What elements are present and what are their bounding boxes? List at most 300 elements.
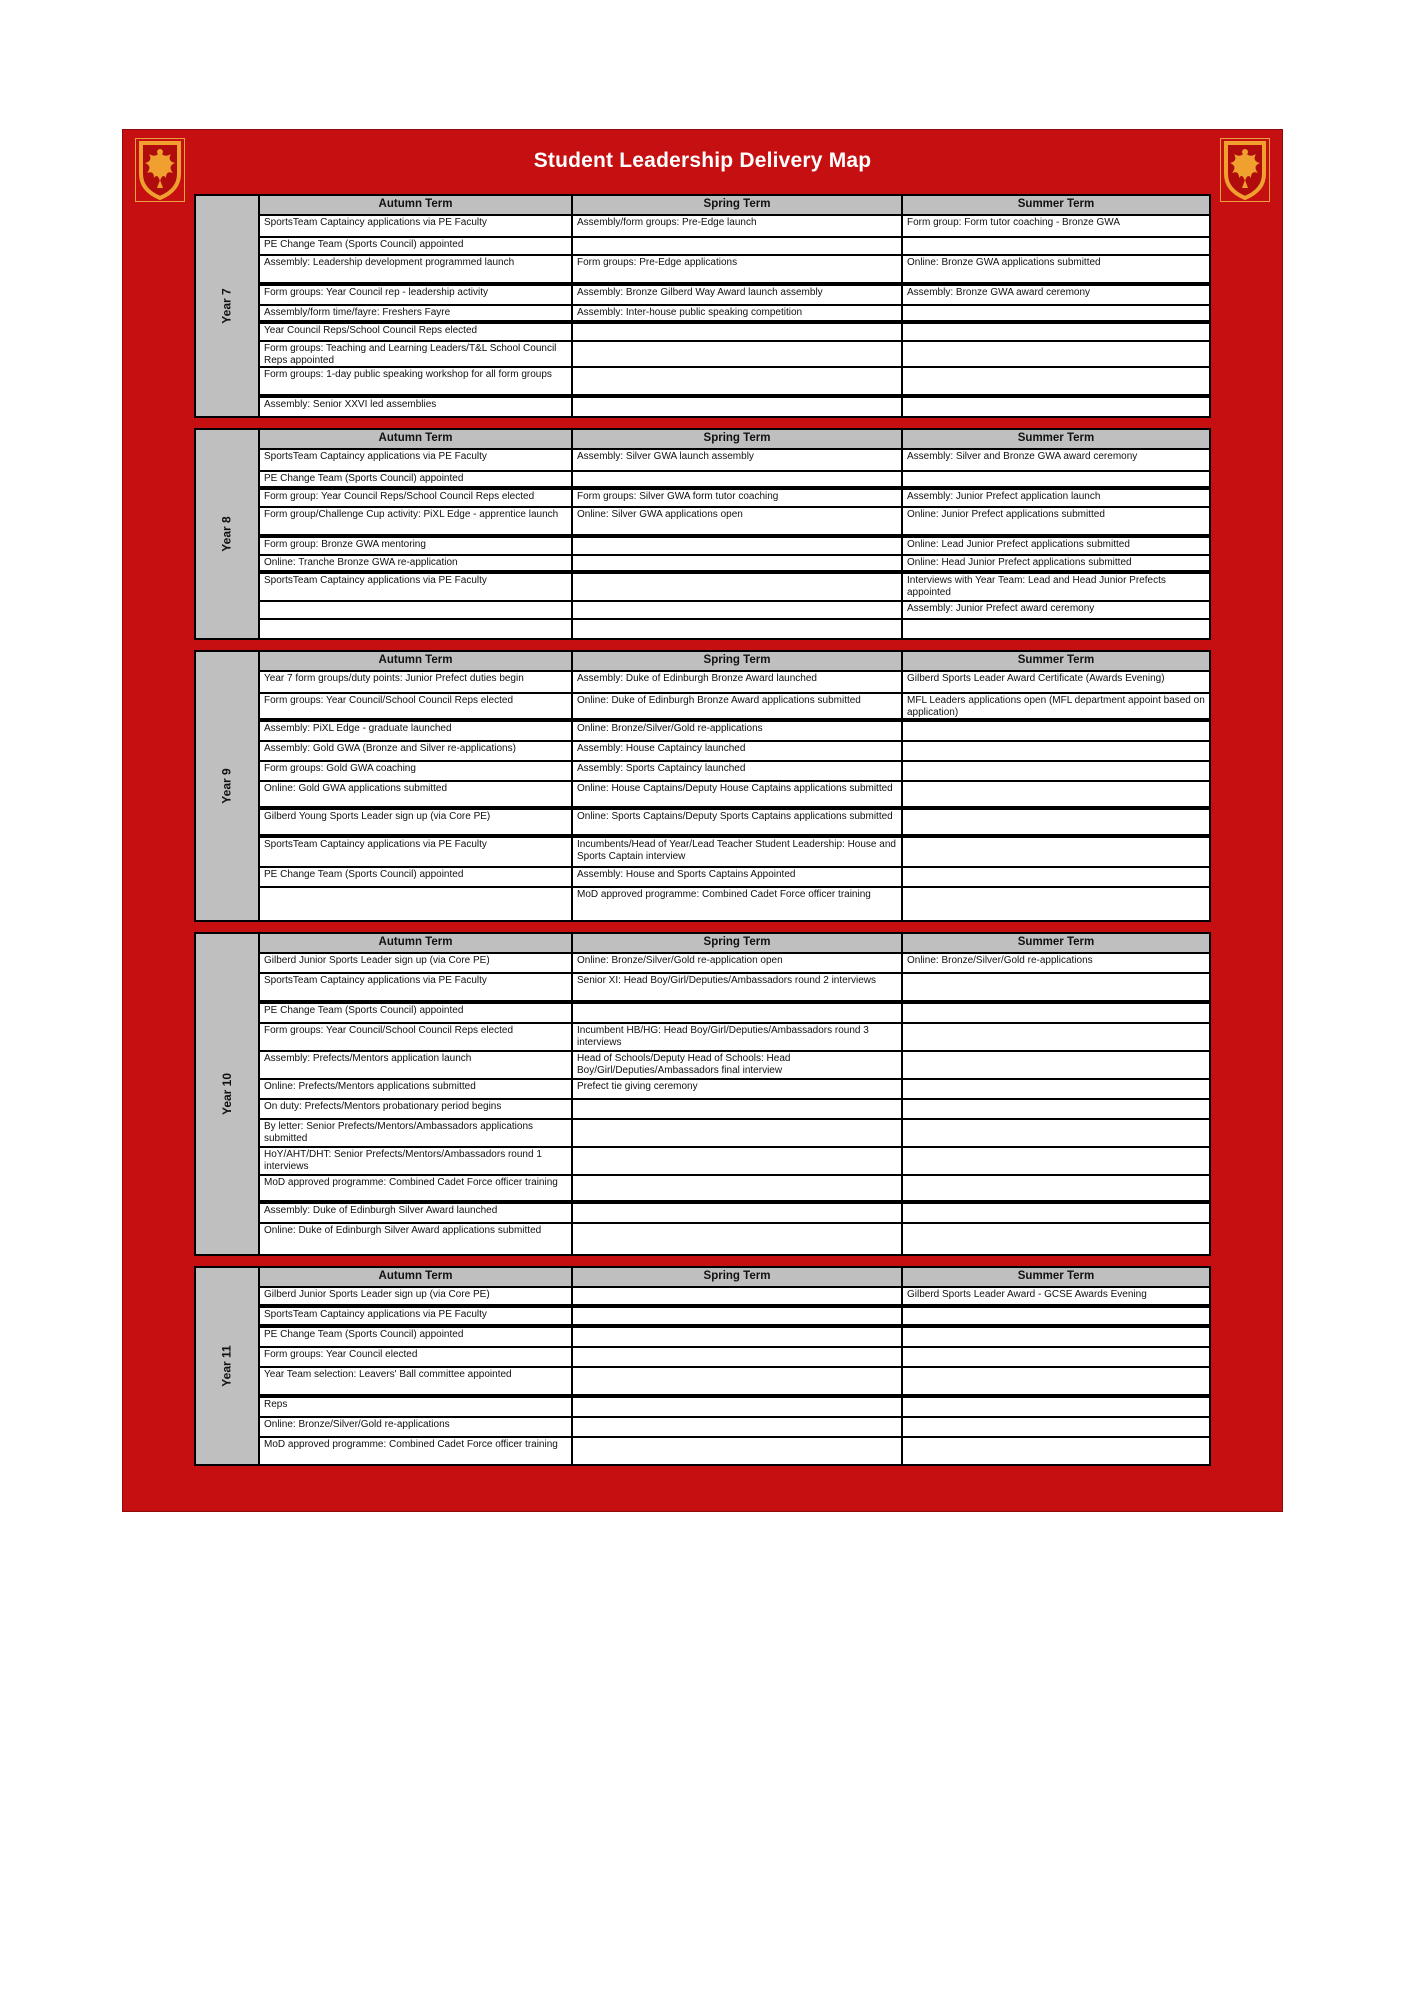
cell-autumn	[260, 256, 573, 286]
cell-autumn	[260, 1148, 573, 1176]
cell-autumn	[260, 490, 573, 508]
cell-autumn	[260, 782, 573, 810]
table-row	[260, 694, 1209, 722]
cell-text: Gilberd Sports Leader Award - GCSE Awards Evening	[907, 1289, 1147, 1300]
term-header: Summer Term	[903, 1268, 1209, 1288]
cell-spring	[573, 1224, 903, 1254]
cell-summer	[903, 694, 1209, 722]
cell-autumn	[260, 694, 573, 722]
cell-autumn	[260, 324, 573, 342]
cell-text: Online: Sports Captains/Deputy Sports Captains applications submitted	[577, 811, 893, 822]
cell-text: Online: Bronze/Silver/Gold re-applications	[907, 955, 1093, 966]
table-row	[260, 1308, 1209, 1328]
cell-text: Assembly: Sports Captaincy launched	[577, 763, 746, 774]
cell-text: Online: Tranche Bronze GWA re-application	[264, 557, 458, 568]
cell-text: PE Change Team (Sports Council) appointed	[264, 869, 464, 880]
cell-autumn	[260, 1120, 573, 1148]
cell-spring	[573, 694, 903, 722]
cell-text: Incumbents/Head of Year/Lead Teacher Student Leadership: House and Sports Captain interview	[577, 839, 896, 862]
red-canvas	[122, 129, 1283, 1512]
cell-summer	[903, 1398, 1209, 1418]
cell-spring	[573, 324, 903, 342]
page-title: Student Leadership Delivery Map	[533, 149, 872, 172]
cell-text: Online: Lead Junior Prefect applications submitted	[907, 539, 1130, 550]
term-header: Spring Term	[573, 1268, 903, 1288]
cell-summer	[903, 1438, 1209, 1464]
cell-spring	[573, 974, 903, 1004]
cell-text: SportsTeam Captaincy applications via PE Faculty	[264, 451, 487, 462]
cell-summer	[903, 1348, 1209, 1368]
cell-autumn	[260, 1024, 573, 1052]
cell-text: Assembly: House Captaincy launched	[577, 743, 746, 754]
cell-spring	[573, 1120, 903, 1148]
table-row	[260, 888, 1209, 920]
cell-text: Assembly/form time/fayre: Freshers Fayre	[264, 307, 451, 318]
term-header-row	[260, 1268, 1209, 1288]
cell-text: Assembly: Duke of Edinburgh Silver Award launched	[264, 1205, 498, 1216]
table-row	[260, 450, 1209, 472]
table-row	[260, 1438, 1209, 1464]
cell-autumn	[260, 1328, 573, 1348]
cell-summer	[903, 672, 1209, 694]
cell-summer	[903, 602, 1209, 620]
cell-autumn	[260, 1418, 573, 1438]
cell-text: Interviews with Year Team: Lead and Head Junior Prefects appointed	[907, 575, 1166, 598]
table-row	[260, 1418, 1209, 1438]
cell-spring	[573, 342, 903, 368]
term-header: Autumn Term	[260, 934, 573, 954]
cell-text: Assembly: Prefects/Mentors application launch	[264, 1053, 472, 1064]
table-row	[260, 398, 1209, 416]
year-section	[194, 932, 1211, 1256]
cell-text: Year 7 form groups/duty points: Junior Prefect duties begin	[264, 673, 524, 684]
cell-text: Assembly: Silver and Bronze GWA award ceremony	[907, 451, 1138, 462]
cell-autumn	[260, 762, 573, 782]
table-row	[260, 1288, 1209, 1308]
table-row	[260, 508, 1209, 538]
cell-summer	[903, 888, 1209, 920]
cell-text: Form group: Bronze GWA mentoring	[264, 539, 426, 550]
term-header: Spring Term	[573, 934, 903, 954]
cell-autumn	[260, 810, 573, 838]
cell-text: Assembly: Silver GWA launch assembly	[577, 451, 754, 462]
cell-summer	[903, 1004, 1209, 1024]
table-row	[260, 306, 1209, 324]
table-row	[260, 810, 1209, 838]
cell-text: Head of Schools/Deputy Head of Schools: Head Boy/Girl/Deputies/Ambassadors final interview	[577, 1053, 791, 1076]
table-row	[260, 672, 1209, 694]
cell-autumn	[260, 1438, 573, 1464]
cell-text: Online: Prefects/Mentors applications submitted	[264, 1081, 476, 1092]
cell-spring	[573, 256, 903, 286]
cell-autumn	[260, 574, 573, 602]
cell-summer	[903, 868, 1209, 888]
table-row	[260, 1204, 1209, 1224]
year-label-text: Year 11	[219, 1345, 234, 1387]
cell-text: SportsTeam Captaincy applications via PE Faculty	[264, 217, 487, 228]
cell-summer	[903, 620, 1209, 638]
cell-summer	[903, 556, 1209, 574]
cell-autumn	[260, 1176, 573, 1204]
cell-autumn	[260, 672, 573, 694]
cell-summer	[903, 256, 1209, 286]
table-row	[260, 722, 1209, 742]
cell-text: Form group: Year Council Reps/School Council Reps elected	[264, 491, 535, 502]
cell-summer	[903, 324, 1209, 342]
cell-autumn	[260, 342, 573, 368]
cell-text: Assembly: Senior XXVI led assemblies	[264, 399, 437, 410]
cell-summer	[903, 508, 1209, 538]
term-header-row	[260, 430, 1209, 450]
cell-autumn	[260, 620, 573, 638]
cell-spring	[573, 556, 903, 574]
cell-spring	[573, 722, 903, 742]
table-row	[260, 1176, 1209, 1204]
cell-text: Gilberd Young Sports Leader sign up (via Core PE)	[264, 811, 491, 822]
cell-summer	[903, 238, 1209, 256]
table-row	[260, 556, 1209, 574]
cell-spring	[573, 1308, 903, 1328]
cell-spring	[573, 286, 903, 306]
cell-text: By letter: Senior Prefects/Mentors/Ambassadors applications submitted	[264, 1121, 534, 1144]
table-row	[260, 1052, 1209, 1080]
cell-text: Form group: Form tutor coaching - Bronze GWA	[907, 217, 1121, 228]
cell-text: Form groups: Silver GWA form tutor coaching	[577, 491, 779, 502]
cell-autumn	[260, 216, 573, 238]
cell-text: PE Change Team (Sports Council) appointed	[264, 1005, 464, 1016]
table-row	[260, 1398, 1209, 1418]
cell-text: Form groups: Year Council elected	[264, 1349, 418, 1360]
year-section	[194, 1266, 1211, 1466]
cell-text: Online: House Captains/Deputy House Captains applications submitted	[577, 783, 893, 794]
cell-text: Online: Bronze/Silver/Gold re-applications	[264, 1419, 450, 1430]
table-row	[260, 742, 1209, 762]
term-header: Summer Term	[903, 196, 1209, 216]
cell-text: Incumbent HB/HG: Head Boy/Girl/Deputies/Ambassadors round 3 interviews	[577, 1025, 869, 1048]
cell-summer	[903, 450, 1209, 472]
cell-autumn	[260, 1348, 573, 1368]
cell-text: Assembly/form groups: Pre-Edge launch	[577, 217, 757, 228]
cell-summer	[903, 1224, 1209, 1254]
term-header: Autumn Term	[260, 1268, 573, 1288]
cell-spring	[573, 238, 903, 256]
year-label-text: Year 10	[219, 1072, 234, 1116]
cell-autumn	[260, 1308, 573, 1328]
table-row	[260, 342, 1209, 368]
cell-text: Gilberd Junior Sports Leader sign up (via Core PE)	[264, 1289, 490, 1300]
cell-summer	[903, 1148, 1209, 1176]
cell-spring	[573, 1438, 903, 1464]
cell-autumn	[260, 306, 573, 324]
cell-spring	[573, 1148, 903, 1176]
cell-autumn	[260, 868, 573, 888]
cell-spring	[573, 1348, 903, 1368]
cell-text: Gilberd Sports Leader Award Certificate (Awards Evening)	[907, 673, 1165, 684]
term-header-row	[260, 934, 1209, 954]
term-header: Spring Term	[573, 430, 903, 450]
cell-spring	[573, 1328, 903, 1348]
cell-text: Assembly: Gold GWA (Bronze and Silver re-applications)	[264, 743, 516, 754]
table-row	[260, 762, 1209, 782]
cell-summer	[903, 742, 1209, 762]
cell-spring	[573, 398, 903, 416]
cell-summer	[903, 810, 1209, 838]
cell-spring	[573, 508, 903, 538]
cell-text: Online: Head Junior Prefect applications submitted	[907, 557, 1132, 568]
cell-summer	[903, 1024, 1209, 1052]
table-row	[260, 256, 1209, 286]
term-header: Autumn Term	[260, 196, 573, 216]
cell-autumn	[260, 742, 573, 762]
cell-text: Assembly: Inter-house public speaking competition	[577, 307, 803, 318]
cell-text: Online: Bronze/Silver/Gold re-applications	[577, 723, 763, 734]
table-row	[260, 368, 1209, 398]
cell-spring	[573, 1176, 903, 1204]
cell-summer	[903, 1204, 1209, 1224]
cell-spring	[573, 888, 903, 920]
cell-text: Online: Bronze/Silver/Gold re-application open	[577, 955, 783, 966]
term-header-row	[260, 652, 1209, 672]
cell-summer	[903, 1328, 1209, 1348]
cell-text: Assembly: PiXL Edge - graduate launched	[264, 723, 452, 734]
cell-text: Assembly: Junior Prefect application launch	[907, 491, 1101, 502]
cell-spring	[573, 868, 903, 888]
table-row	[260, 216, 1209, 238]
cell-text: Form groups: Teaching and Learning Leaders/T&L School Council Reps appointed	[264, 343, 557, 366]
cell-autumn	[260, 1004, 573, 1024]
cell-text: Form groups: Year Council/School Council Reps elected	[264, 695, 514, 706]
cell-spring	[573, 954, 903, 974]
cell-spring	[573, 672, 903, 694]
cell-spring	[573, 1080, 903, 1100]
cell-text: Assembly: Junior Prefect award ceremony	[907, 603, 1095, 614]
cell-summer	[903, 1288, 1209, 1308]
cell-autumn	[260, 954, 573, 974]
cell-text: SportsTeam Captaincy applications via PE Faculty	[264, 575, 487, 586]
cell-text: Online: Bronze GWA applications submitted	[907, 257, 1101, 268]
cell-spring	[573, 602, 903, 620]
cell-autumn	[260, 1204, 573, 1224]
cell-summer	[903, 472, 1209, 490]
cell-text: Form groups: 1-day public speaking workshop for all form groups	[264, 369, 552, 380]
term-header: Autumn Term	[260, 430, 573, 450]
cell-autumn	[260, 1052, 573, 1080]
cell-autumn	[260, 286, 573, 306]
cell-autumn	[260, 398, 573, 416]
cell-summer	[903, 216, 1209, 238]
cell-text: Assembly: Bronze GWA award ceremony	[907, 287, 1091, 298]
cell-autumn	[260, 1288, 573, 1308]
cell-text: Assembly: Bronze Gilberd Way Award launch assembly	[577, 287, 823, 298]
table-row	[260, 1368, 1209, 1398]
table-row	[260, 620, 1209, 638]
cell-text: Assembly: Duke of Edinburgh Bronze Award launched	[577, 673, 817, 684]
table-row	[260, 238, 1209, 256]
term-header: Spring Term	[573, 652, 903, 672]
cell-summer	[903, 398, 1209, 416]
cell-summer	[903, 1080, 1209, 1100]
year-label	[196, 934, 260, 1254]
cell-text: Online: Duke of Edinburgh Bronze Award applications submitted	[577, 695, 861, 706]
year-section	[194, 194, 1211, 418]
table-row	[260, 324, 1209, 342]
cell-text: On duty: Prefects/Mentors probationary period begins	[264, 1101, 502, 1112]
cell-spring	[573, 742, 903, 762]
cell-text: Assembly: House and Sports Captains Appointed	[577, 869, 796, 880]
cell-summer	[903, 574, 1209, 602]
delivery-table	[194, 194, 1211, 1476]
cell-summer	[903, 342, 1209, 368]
year-label	[196, 430, 260, 638]
table-row	[260, 538, 1209, 556]
term-header: Summer Term	[903, 652, 1209, 672]
cell-autumn	[260, 450, 573, 472]
table-row	[260, 1148, 1209, 1176]
cell-text: Online: Gold GWA applications submitted	[264, 783, 448, 794]
year-label	[196, 1268, 260, 1464]
cell-text: PE Change Team (Sports Council) appointed	[264, 1329, 464, 1340]
cell-text: Form groups: Year Council/School Council Reps elected	[264, 1025, 514, 1036]
cell-text: SportsTeam Captaincy applications via PE Faculty	[264, 1309, 487, 1320]
cell-text: MoD approved programme: Combined Cadet Force officer training	[264, 1177, 558, 1188]
cell-text: Online: Junior Prefect applications submitted	[907, 509, 1105, 520]
cell-summer	[903, 538, 1209, 556]
cell-autumn	[260, 1100, 573, 1120]
year-section	[194, 428, 1211, 640]
cell-text: Form groups: Gold GWA coaching	[264, 763, 416, 774]
cell-summer	[903, 954, 1209, 974]
cell-summer	[903, 838, 1209, 868]
cell-spring	[573, 368, 903, 398]
cell-spring	[573, 1288, 903, 1308]
cell-spring	[573, 810, 903, 838]
term-header-row	[260, 196, 1209, 216]
cell-text: Assembly: Leadership development programmed launch	[264, 257, 515, 268]
cell-spring	[573, 1368, 903, 1398]
table-row	[260, 1348, 1209, 1368]
cell-spring	[573, 450, 903, 472]
cell-spring	[573, 1418, 903, 1438]
cell-summer	[903, 1176, 1209, 1204]
cell-summer	[903, 490, 1209, 508]
cell-autumn	[260, 1224, 573, 1254]
table-row	[260, 1120, 1209, 1148]
cell-spring	[573, 1398, 903, 1418]
cell-autumn	[260, 974, 573, 1004]
cell-spring	[573, 490, 903, 508]
cell-spring	[573, 306, 903, 324]
cell-text: Reps	[264, 1399, 288, 1410]
cell-text: Year Team selection: Leavers' Ball committee appointed	[264, 1369, 512, 1380]
cell-spring	[573, 762, 903, 782]
cell-summer	[903, 286, 1209, 306]
cell-summer	[903, 1052, 1209, 1080]
term-header: Autumn Term	[260, 652, 573, 672]
table-row	[260, 954, 1209, 974]
cell-spring	[573, 782, 903, 810]
year-label	[196, 196, 260, 416]
cell-autumn	[260, 602, 573, 620]
table-row	[260, 1004, 1209, 1024]
cell-text: MoD approved programme: Combined Cadet Force officer training	[264, 1439, 558, 1450]
cell-autumn	[260, 1398, 573, 1418]
cell-text: Gilberd Junior Sports Leader sign up (via Core PE)	[264, 955, 490, 966]
cell-spring	[573, 1100, 903, 1120]
table-row	[260, 838, 1209, 868]
table-row	[260, 1328, 1209, 1348]
cell-autumn	[260, 1368, 573, 1398]
cell-text: MFL Leaders applications open (MFL department appoint based on application)	[907, 695, 1205, 718]
cell-autumn	[260, 838, 573, 868]
table-row	[260, 1024, 1209, 1052]
cell-autumn	[260, 238, 573, 256]
cell-text: PE Change Team (Sports Council) appointed	[264, 239, 464, 250]
cell-autumn	[260, 368, 573, 398]
cell-spring	[573, 1204, 903, 1224]
year-label-text: Year 7	[220, 288, 234, 324]
year-label-text: Year 8	[220, 516, 234, 552]
cell-spring	[573, 1052, 903, 1080]
table-row	[260, 782, 1209, 810]
cell-text: HoY/AHT/DHT: Senior Prefects/Mentors/Ambassadors round 1 interviews	[264, 1149, 542, 1172]
cell-text: Prefect tie giving ceremony	[577, 1081, 698, 1092]
table-row	[260, 974, 1209, 1004]
cell-summer	[903, 722, 1209, 742]
table-row	[260, 868, 1209, 888]
table-row	[260, 1100, 1209, 1120]
cell-summer	[903, 368, 1209, 398]
cell-text: SportsTeam Captaincy applications via PE Faculty	[264, 975, 487, 986]
cell-text: Online: Duke of Edinburgh Silver Award applications submitted	[264, 1225, 542, 1236]
cell-autumn	[260, 508, 573, 538]
cell-text: PE Change Team (Sports Council) appointed	[264, 473, 464, 484]
table-row	[260, 472, 1209, 490]
cell-text: SportsTeam Captaincy applications via PE Faculty	[264, 839, 487, 850]
cell-summer	[903, 762, 1209, 782]
term-header: Spring Term	[573, 196, 903, 216]
cell-text: MoD approved programme: Combined Cadet Force officer training	[577, 889, 871, 900]
cell-summer	[903, 1418, 1209, 1438]
cell-summer	[903, 1308, 1209, 1328]
cell-text: Form group/Challenge Cup activity: PiXL Edge - apprentice launch	[264, 509, 559, 520]
cell-text: Form groups: Year Council rep - leadership activity	[264, 287, 488, 298]
cell-text: Online: Silver GWA applications open	[577, 509, 743, 520]
cell-summer	[903, 306, 1209, 324]
cell-summer	[903, 782, 1209, 810]
cell-text: Form groups: Pre-Edge applications	[577, 257, 738, 268]
term-header: Summer Term	[903, 934, 1209, 954]
table-row	[260, 286, 1209, 306]
cell-text: Senior XI: Head Boy/Girl/Deputies/Ambassadors round 2 interviews	[577, 975, 877, 986]
cell-autumn	[260, 888, 573, 920]
cell-autumn	[260, 1080, 573, 1100]
cell-spring	[573, 1024, 903, 1052]
year-label-text: Year 9	[220, 768, 234, 804]
cell-spring	[573, 838, 903, 868]
term-header: Summer Term	[903, 430, 1209, 450]
cell-spring	[573, 472, 903, 490]
cell-spring	[573, 574, 903, 602]
table-row	[260, 602, 1209, 620]
cell-text: Year Council Reps/School Council Reps elected	[264, 325, 478, 336]
cell-autumn	[260, 472, 573, 490]
cell-spring	[573, 538, 903, 556]
table-row	[260, 1224, 1209, 1254]
table-row	[260, 490, 1209, 508]
table-row	[260, 1080, 1209, 1100]
cell-spring	[573, 1004, 903, 1024]
table-row	[260, 574, 1209, 602]
